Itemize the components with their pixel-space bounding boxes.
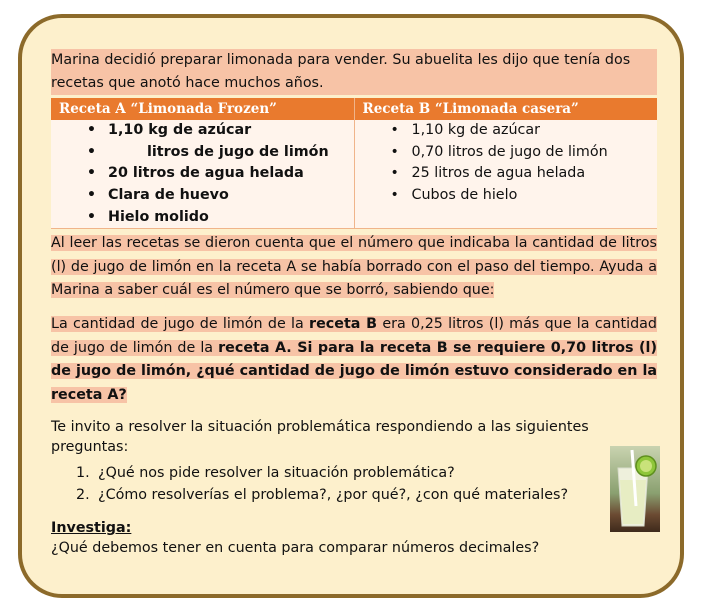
problem-text: Al leer las recetas se dieron cuenta que el número que indicaba la cantidad de litros (l) de jugo de limón en la receta A se había borrado con el paso del tiempo. Ayuda a Marina a saber cuál es el número que se borró, sabiendo que:	[51, 235, 657, 298]
question-paragraph	[51, 313, 657, 407]
intro-text: Marina decidió preparar limonada para vender. Su abuelita les dijo que tenía dos recetas que anotó hace muchos años.	[51, 49, 657, 95]
question-number-1: 1.	[76, 465, 90, 481]
question-number-2: 2.	[76, 487, 90, 503]
recipe-b-ingredients	[354, 120, 657, 229]
question-bold-1: receta B	[309, 316, 378, 332]
problem-paragraph	[51, 232, 657, 303]
ingredient-b-1: • 1,10 kg de azúcar	[355, 120, 658, 142]
question-item-text-1: ¿Qué nos pide resolver la situación problemática?	[98, 465, 455, 481]
ingredient-a-5: • Hielo molido	[51, 207, 354, 229]
question-item-text-2: ¿Cómo resolverías el problema?, ¿por qué?, ¿con qué materiales?	[98, 487, 569, 503]
lemonade-photo	[610, 446, 660, 532]
recipe-a-ingredients	[51, 120, 354, 229]
question-part-1: La cantidad de jugo de limón de la	[51, 316, 310, 332]
ingredient-a-4: • Clara de huevo	[51, 185, 354, 207]
instructions-text: Te invito a resolver la situación problemática respondiendo a las siguientes preguntas:	[51, 419, 589, 455]
question-part-2: era 0,25 litros (l) más que la cantidad de jugo de limón de la	[51, 316, 657, 356]
ingredient-a-3: • 20 litros de agua helada	[51, 163, 354, 185]
ingredient-b-4: • Cubos de hielo	[355, 185, 658, 207]
recipe-b-header: Receta B “Limonada casera”	[354, 98, 657, 120]
ingredient-a-1: • 1,10 kg de azúcar	[51, 120, 354, 142]
ingredient-b-3: • 25 litros de agua helada	[355, 163, 658, 185]
investiga-question: ¿Qué debemos tener en cuenta para comparar números decimales?	[51, 540, 540, 556]
question-text	[51, 316, 657, 403]
question-item-2	[76, 485, 568, 505]
recipe-a-header: Receta A “Limonada Frozen”	[51, 98, 354, 120]
ingredient-b-2: • 0,70 litros de jugo de limón	[355, 142, 658, 164]
question-item-1	[76, 463, 455, 483]
ingredient-a-2: • litros de jugo de limón	[51, 142, 354, 164]
question-bold-2: receta A. Si para la receta B se requiere 0,70 litros (l) de jugo de limón, ¿qué cantidad de jugo de limón estuvo considerado en la receta A?	[51, 339, 657, 403]
investiga-title: Investiga:	[51, 520, 132, 536]
recipes-table	[51, 98, 657, 229]
